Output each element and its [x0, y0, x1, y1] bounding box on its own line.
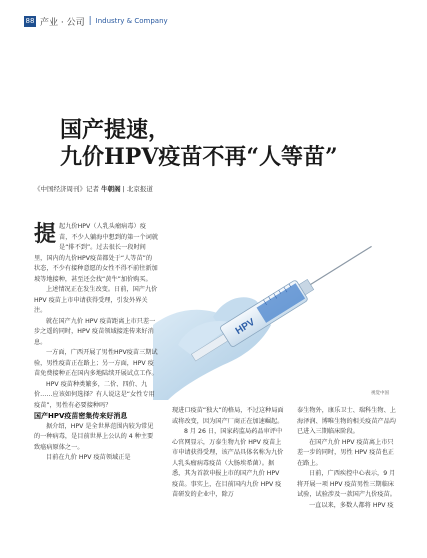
paragraph: HPV 疫苗种类繁多，二价、四价、九价……应该如何选择？有人说这是“女性专用疫苗”，男性有必要接种吗？ — [34, 380, 155, 409]
vial-label: HPV — [233, 316, 258, 338]
paragraph: 现进口疫苗“独大”的格局，不过这种局面或将改变，因为国产厂商正在加速崛起。 — [172, 407, 284, 425]
section-title: 产业 · 公司 — [40, 17, 85, 28]
vaccine-illustration — [153, 205, 393, 400]
subheading: 国产HPV疫苗密集传来好消息 — [34, 412, 128, 420]
article-title — [60, 117, 338, 171]
syringe — [187, 236, 378, 368]
title-line-2: 九价HPV疫苗不再“人等苗” — [60, 144, 338, 170]
column-2 — [172, 406, 284, 501]
page-header — [24, 14, 168, 28]
intro-text: 起九价HPV（人乳头瘤病毒）疫苗，不少人躺海中想到的第一个词就是“排不到”。过去很长一段时间里，国内的九价HPV疫苗都处于“人等苗”的状态，不少有接种意愿的女性不得不前往新加坡等地接种，甚至还会找“黄牛”加价购买。 — [34, 223, 159, 283]
paragraph: 就在国产九价 HPV 疫苗距离上市只差一步之遥的同时，HPV 疫苗领域接连传来好消息。 — [34, 317, 156, 346]
paragraph: 目前在九价 HPV 疫苗领域正是 — [46, 454, 131, 461]
paragraph: 上述情况正在发生改变。日前，国产九价 HPV 疫苗上市申请获得受理，引发外界关注。 — [34, 286, 158, 314]
paragraph: 在国产九价 HPV 疫苗离上市只差一步的同时，男性 HPV 疫苗也正在路上。 — [297, 438, 394, 467]
paragraph: 8 月 26 日，国家药监局药品审评中心官网显示，万泰生物九价 HPV 疫苗上市申请获得受理，该产品具体名称为九价人乳头瘤病毒疫苗（大肠埃希菌）。据悉，其为首款申报上市的国产九价 HPV 疫苗。事实上，在目前国内九价 HPV 疫苗研发的企业中，除万 — [172, 428, 284, 498]
image-credit: 视觉中国 — [371, 391, 389, 396]
title-line-1: 国产提速， — [60, 117, 171, 143]
intro-paragraph — [34, 222, 158, 285]
byline — [34, 184, 153, 193]
paragraph: 一直以来，多数人都将 HPV 疫 — [309, 501, 394, 509]
paragraph: 泰生物外，康乐卫士、瑞科生物、上海泽润、博唯生物的相关疫苗产品均已进入三期临床阶段。 — [297, 407, 396, 435]
paragraph: 一方面，广西开展了男性HPV疫苗三期试验，男性疫苗正在路上；另一方面，HPV 疫苗免费接种正在国内多地陆续开展试点工作。 — [34, 349, 158, 377]
byline-source: 《中国经济周刊》记者 — [34, 185, 99, 193]
paragraph: 据介绍，HPV 是全世界范围内较为常见的一种病毒，是目前世界上公认的 4 种主要致癌病原体之一。 — [34, 422, 154, 451]
section-separator: | — [88, 16, 92, 26]
byline-author: 牛朝阁 — [101, 185, 121, 193]
column-1 — [34, 222, 158, 464]
section-title-en: Industry & Company — [95, 17, 168, 25]
paragraph: 日前，广西疾控中心表示，9 月将开展一项 HPV 疫苗男性三期临床试验，试验涉及一款国产九价疫苗。 — [297, 470, 396, 498]
column-3 — [297, 406, 397, 511]
page-number: 88 — [25, 17, 35, 25]
syringe-needle — [311, 246, 372, 284]
byline-location: | 北京报道 — [122, 185, 153, 193]
dropcap: 提 — [34, 221, 57, 247]
